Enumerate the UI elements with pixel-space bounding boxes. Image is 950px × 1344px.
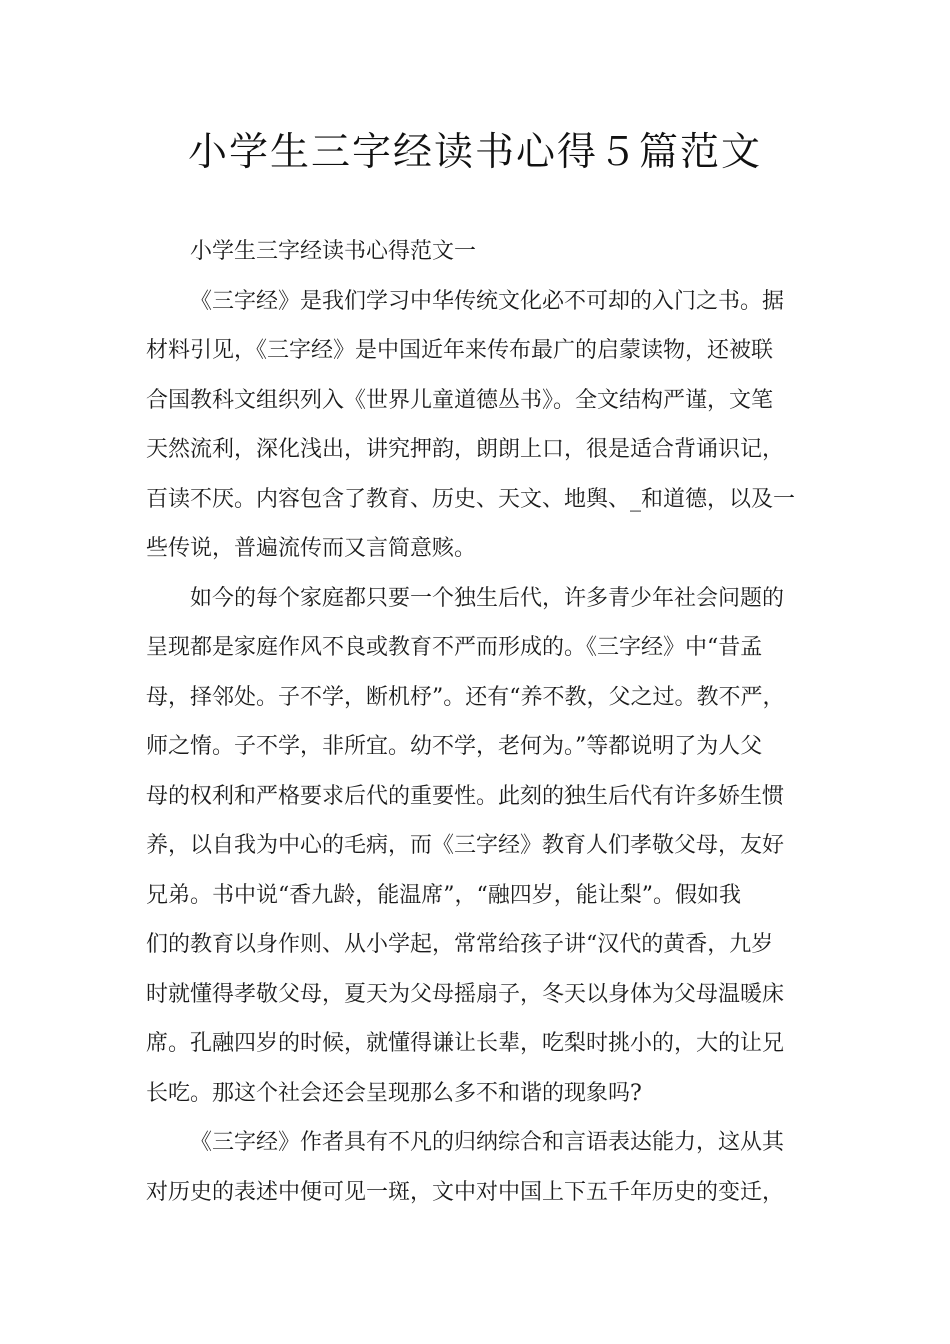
text-line: 百读不厌。内容包含了教育、历史、天文、地舆、_和道德，以及一	[146, 486, 796, 512]
text-line: 们的教育以身作则、从小学起，常常给孩子讲“汉代的黄香，九岁	[146, 932, 774, 957]
text-line: 养，以自我为中心的毛病，而《三字经》教育人们孝敬父母，友好	[146, 833, 785, 858]
text-line: 母，择邻处。子不学，断机杼”。还有“养不教，父之过。教不严，	[146, 684, 785, 710]
text-line: 师之惰。子不学，非所宜。幼不学，老何为。”等都说明了为人父	[146, 734, 763, 759]
text-line: 长吃。那这个社会还会呈现那么多不和谐的现象吗?	[146, 1080, 642, 1106]
text-line: 些传说，普遍流传而又言简意赅。	[146, 536, 477, 561]
text-line: 材料引见，《三字经》是中国近年来传布最广的启蒙读物，还被联	[146, 338, 774, 363]
text-line: 席。孔融四岁的时候，就懂得谦让长辈，吃梨时挑小的，大的让兄	[146, 1031, 785, 1056]
text-line: 天然流利，深化浅出，讲究押韵，朗朗上口，很是适合背诵识记，	[146, 437, 785, 462]
text-line: 《三字经》是我们学习中华传统文化必不可却的入门之书。据	[190, 288, 785, 314]
text-line: 对历史的表述中便可见一斑，文中对中国上下五千年历史的变迁，	[146, 1179, 785, 1205]
text-line: 小学生三字经读书心得范文一	[190, 239, 477, 264]
document-body	[146, 227, 818, 1217]
document-title: 小学生三字经读书心得５篇范文	[187, 130, 762, 175]
text-line: 合国教科文组织列入《世界儿童道德丛书》。全文结构严谨，文笔	[146, 387, 774, 413]
text-line: 兄弟。书中说“香九龄，能温席”，“融四岁，能让梨”。假如我	[146, 882, 741, 908]
text-line: 如今的每个家庭都只要一个独生后代，许多青少年社会问题的	[190, 585, 785, 611]
text-line: 时就懂得孝敬父母，夏天为父母摇扇子，冬天以身体为父母温暖床	[146, 981, 785, 1007]
text-line: 呈现都是家庭作风不良或教育不严而形成的。《三字经》中“昔孟	[146, 635, 763, 660]
text-line: 母的权利和严格要求后代的重要性。此刻的独生后代有许多娇生惯	[146, 783, 785, 809]
text-line: 《三字经》作者具有不凡的归纳综合和言语表达能力，这从其	[190, 1130, 785, 1155]
